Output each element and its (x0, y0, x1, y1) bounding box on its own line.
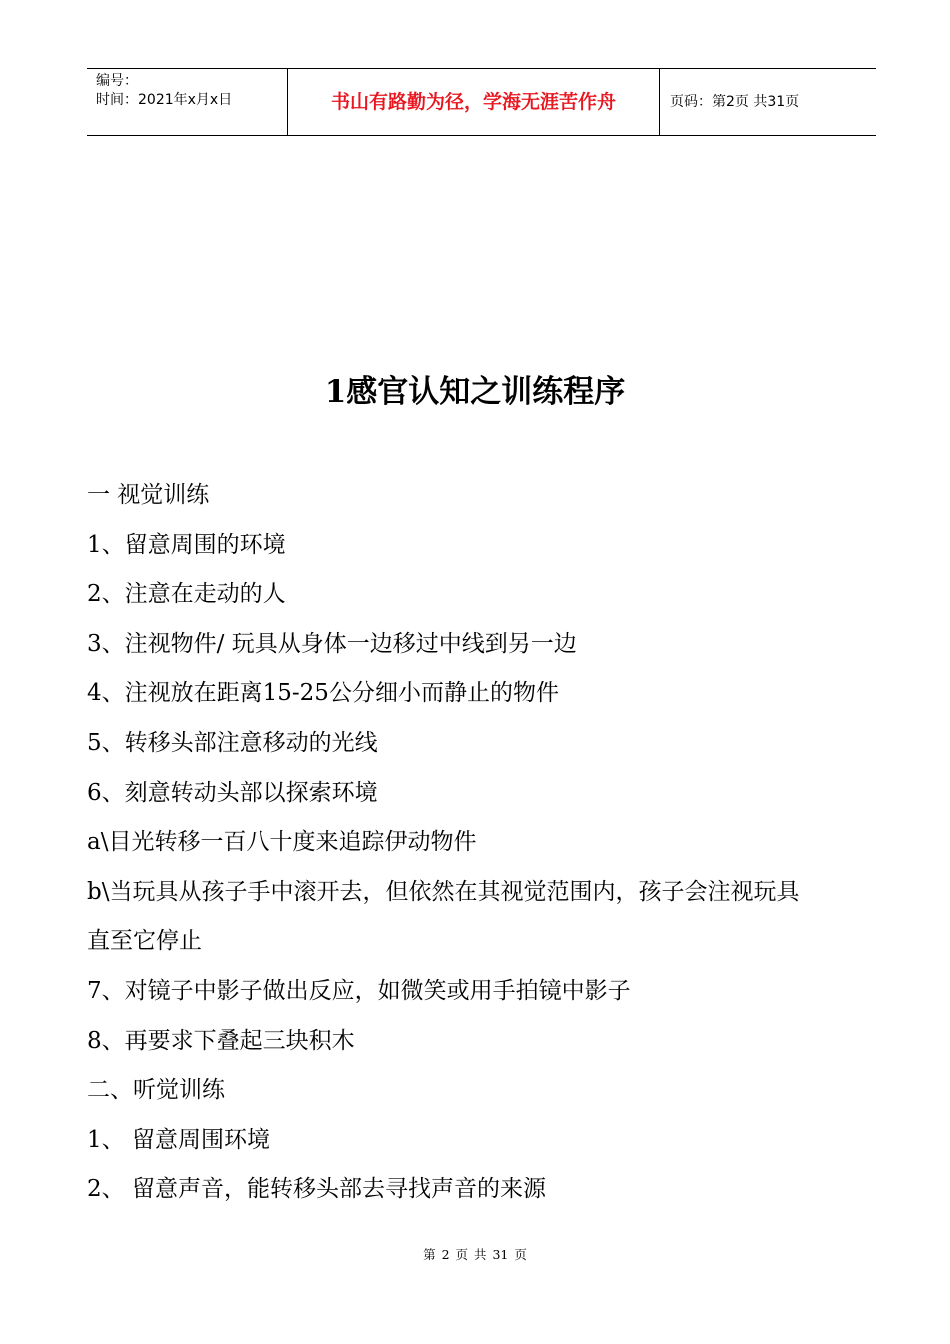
list-item: 1、留意周围的环境 (87, 531, 286, 558)
time-label: 时间：2021年x月x日 (96, 92, 233, 108)
document-title: 1感官认知之训练程序 (324, 374, 626, 410)
sub-item-continuation: 直至它停止 (87, 928, 202, 955)
header-meta (87, 69, 287, 136)
list-item: 5、转移头部注意移动的光线 (87, 729, 378, 756)
list-item: 2、注意在走动的人 (87, 581, 286, 608)
section-heading: 一 视觉训练 (87, 482, 210, 508)
list-item: 3、注视物件/ 玩具从身体一边移过中线到另一边 (87, 630, 577, 657)
sub-item: a\目光转移一百八十度来追踪伊动物件 (87, 829, 477, 856)
document-body (87, 471, 887, 1215)
list-item: 7、对镜子中影子做出反应，如微笑或用手拍镜中影子 (87, 977, 631, 1004)
header-page-info: 页码：第2页 共31页 (670, 94, 800, 110)
sub-item: b\当玩具从孩子手中滚开去，但依然在其视觉范围内，孩子会注视玩具 (87, 878, 800, 905)
section-heading: 二、听觉训练 (87, 1077, 225, 1104)
list-item: 1、 留意周围环境 (87, 1126, 270, 1153)
number-label: 编号： (96, 73, 138, 89)
header-motto: 书山有路勤为径，学海无涯苦作舟 (287, 69, 660, 136)
page-footer: 第 2 页 共 31 页 (423, 1247, 527, 1262)
page-header (87, 68, 876, 136)
list-item: 2、 留意声音，能转移头部去寻找声音的来源 (87, 1176, 546, 1203)
list-item: 8、再要求下叠起三块积木 (87, 1027, 355, 1054)
list-item: 6、刻意转动头部以探索环境 (87, 779, 378, 806)
list-item: 4、注视放在距离15-25公分细小而静止的物件 (87, 680, 559, 707)
